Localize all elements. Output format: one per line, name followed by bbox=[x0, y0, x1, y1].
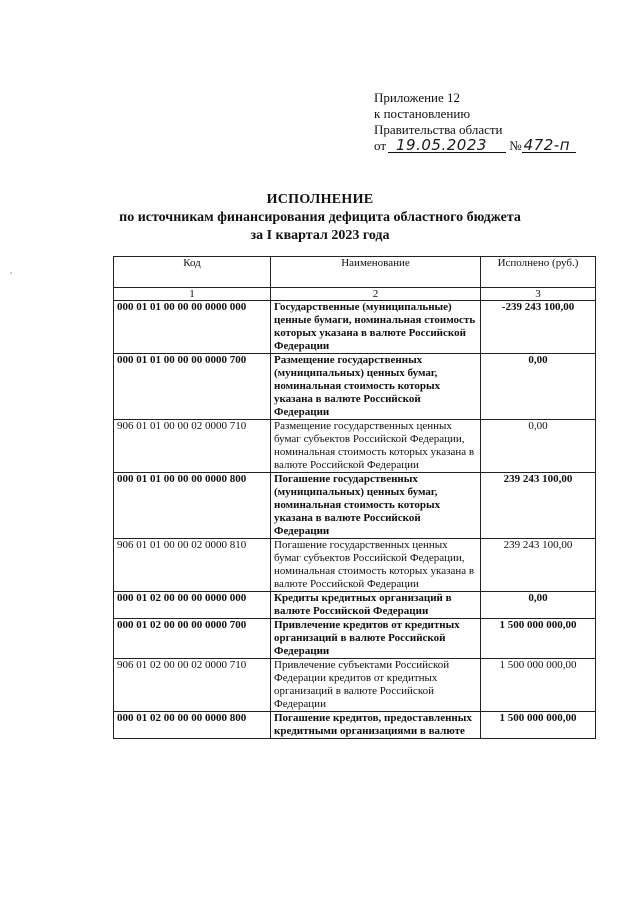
table-row bbox=[114, 473, 596, 539]
amount-cell: 0,00 bbox=[481, 592, 596, 619]
handwritten-number: 472-п bbox=[522, 139, 576, 153]
table-row bbox=[114, 420, 596, 473]
from-label: от bbox=[374, 138, 387, 153]
number-label: № bbox=[509, 138, 522, 153]
code-cell: 906 01 01 00 00 02 0000 810 bbox=[114, 539, 271, 592]
code-cell: 000 01 01 00 00 00 0000 700 bbox=[114, 354, 271, 420]
code-cell: 000 01 02 00 00 00 0000 800 bbox=[114, 712, 271, 739]
name-cell: Привлечение субъектами Российской Федерации кредитов от кредитных организаций в валюте Российской Федерации bbox=[271, 659, 481, 712]
financing-sources-table bbox=[113, 256, 596, 739]
title-period: за I квартал 2023 года bbox=[250, 228, 390, 243]
amount-cell: 0,00 bbox=[481, 354, 596, 420]
code-cell: 000 01 02 00 00 00 0000 700 bbox=[114, 619, 271, 659]
name-cell: Кредиты кредитных организаций в валюте Российской Федерации bbox=[271, 592, 481, 619]
handwritten-date: 19.05.2023 bbox=[388, 139, 506, 153]
table-row bbox=[114, 592, 596, 619]
column-number: 1 bbox=[114, 288, 271, 301]
appendix-line-4 bbox=[374, 138, 576, 154]
table-row bbox=[114, 354, 596, 420]
name-cell: Погашение государственных (муниципальных) ценных бумаг, номинальная стоимость которых указана в валюте Российской Федерации bbox=[271, 473, 481, 539]
appendix-line-1: Приложение 12 bbox=[374, 90, 461, 105]
code-cell: 906 01 02 00 00 02 0000 710 bbox=[114, 659, 271, 712]
code-cell: 906 01 01 00 00 02 0000 710 bbox=[114, 420, 271, 473]
appendix-block bbox=[374, 90, 576, 154]
name-cell: Погашение кредитов, предоставленных кредитными организациями в валюте bbox=[271, 712, 481, 739]
name-cell: Государственные (муниципальные) ценные бумаги, номинальная стоимость которых указана в валюте Российской Федерации bbox=[271, 301, 481, 354]
header-amount: Исполнено (руб.) bbox=[481, 257, 596, 288]
column-number: 3 bbox=[481, 288, 596, 301]
title-subtitle: по источникам финансирования дефицита областного бюджета bbox=[119, 210, 521, 225]
table-row bbox=[114, 659, 596, 712]
table-row bbox=[114, 712, 596, 739]
column-number-row bbox=[114, 288, 596, 301]
code-cell: 000 01 02 00 00 00 0000 000 bbox=[114, 592, 271, 619]
amount-cell: 1 500 000 000,00 bbox=[481, 712, 596, 739]
document-title bbox=[0, 191, 640, 245]
scan-speck bbox=[10, 272, 12, 274]
name-cell: Погашение государственных ценных бумаг субъектов Российской Федерации, номинальная стоимость которых указана в валюте Российской Федерации bbox=[271, 539, 481, 592]
table-row bbox=[114, 619, 596, 659]
amount-cell: -239 243 100,00 bbox=[481, 301, 596, 354]
header-name: Наименование bbox=[271, 257, 481, 288]
amount-cell: 1 500 000 000,00 bbox=[481, 659, 596, 712]
column-number: 2 bbox=[271, 288, 481, 301]
code-cell: 000 01 01 00 00 00 0000 800 bbox=[114, 473, 271, 539]
code-cell: 000 01 01 00 00 00 0000 000 bbox=[114, 301, 271, 354]
table-header-row bbox=[114, 257, 596, 288]
amount-cell: 239 243 100,00 bbox=[481, 539, 596, 592]
title-heading: ИСПОЛНЕНИЕ bbox=[266, 192, 374, 207]
table-row bbox=[114, 539, 596, 592]
name-cell: Размещение государственных ценных бумаг субъектов Российской Федерации, номинальная стоимость которых указана в валюте Российской Федерации bbox=[271, 420, 481, 473]
name-cell: Привлечение кредитов от кредитных организаций в валюте Российской Федерации bbox=[271, 619, 481, 659]
amount-cell: 1 500 000 000,00 bbox=[481, 619, 596, 659]
table-row bbox=[114, 301, 596, 354]
amount-cell: 0,00 bbox=[481, 420, 596, 473]
appendix-line-3: Правительства области bbox=[374, 122, 503, 137]
name-cell: Размещение государственных (муниципальных) ценных бумаг, номинальная стоимость которых указана в валюте Российской Федерации bbox=[271, 354, 481, 420]
header-code: Код bbox=[114, 257, 271, 288]
appendix-line-2: к постановлению bbox=[374, 106, 471, 121]
amount-cell: 239 243 100,00 bbox=[481, 473, 596, 539]
